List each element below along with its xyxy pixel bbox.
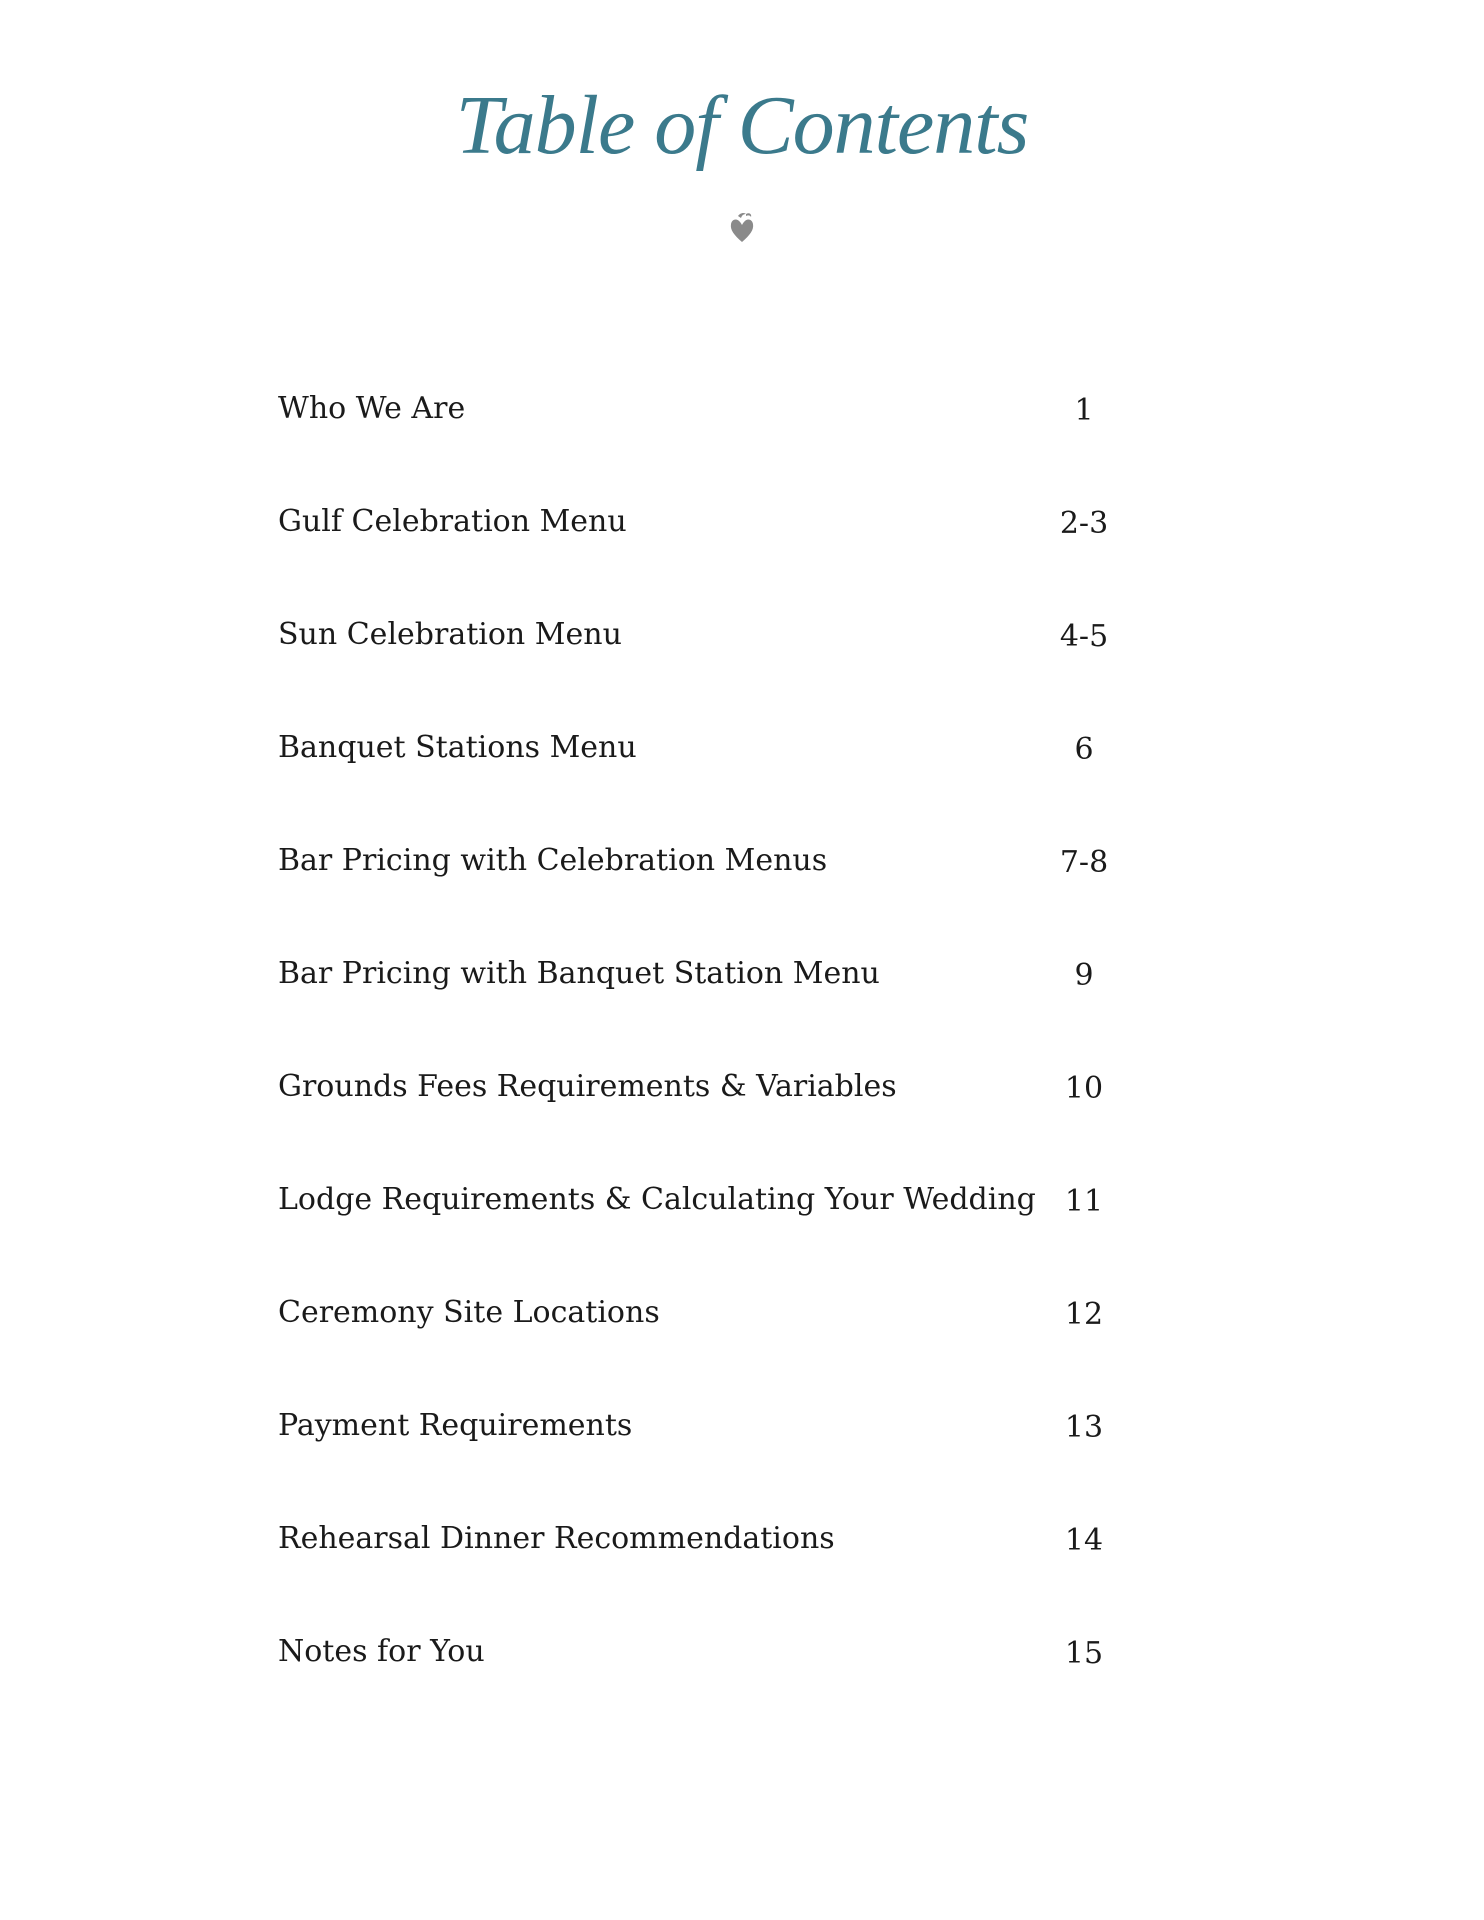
toc-entry[interactable] <box>0 1283 1484 1343</box>
toc-entry[interactable] <box>0 718 1484 778</box>
toc-entry[interactable] <box>0 1170 1484 1230</box>
toc-entry[interactable] <box>0 605 1484 665</box>
toc-entry-page: 10 <box>1064 1071 1104 1106</box>
toc-entry[interactable] <box>0 944 1484 1004</box>
toc-entry-page: 12 <box>1064 1297 1104 1332</box>
toc-entry[interactable] <box>0 831 1484 891</box>
toc-entry-label: Payment Requirements <box>278 1408 633 1443</box>
toc-entry-page: 6 <box>1074 732 1094 767</box>
toc-entry-label: Ceremony Site Locations <box>278 1295 660 1330</box>
toc-entry[interactable] <box>0 1057 1484 1117</box>
toc-entry-label: Bar Pricing with Celebration Menus <box>278 843 828 878</box>
toc-entry-page: 7-8 <box>1059 845 1109 880</box>
toc-entry-page: 1 <box>1074 393 1094 428</box>
toc-entry-label: Lodge Requirements & Calculating Your Wedding <box>278 1182 1036 1217</box>
toc-entry-page: 11 <box>1064 1184 1104 1219</box>
toc-entry-page: 15 <box>1064 1636 1104 1671</box>
toc-entry-label: Notes for You <box>278 1634 485 1669</box>
heart-fleuron-icon <box>724 208 760 248</box>
toc-entry[interactable] <box>0 492 1484 552</box>
page-title: Table of Contents <box>455 79 1029 172</box>
toc-entry-label: Gulf Celebration Menu <box>278 504 627 539</box>
toc-entry[interactable] <box>0 379 1484 439</box>
toc-entry-label: Grounds Fees Requirements & Variables <box>278 1069 897 1104</box>
toc-entry[interactable] <box>0 1396 1484 1456</box>
toc-entry-label: Banquet Stations Menu <box>278 730 637 765</box>
toc-entry-page: 14 <box>1064 1523 1104 1558</box>
toc-entry[interactable] <box>0 1622 1484 1682</box>
toc-entry-page: 4-5 <box>1059 619 1109 654</box>
toc-entry-page: 2-3 <box>1059 506 1109 541</box>
toc-entry-label: Who We Are <box>278 391 466 426</box>
toc-entry-label: Rehearsal Dinner Recommendations <box>278 1521 835 1556</box>
toc-entry-label: Sun Celebration Menu <box>278 617 622 652</box>
toc-entry-page: 9 <box>1074 958 1094 993</box>
toc-entry-label: Bar Pricing with Banquet Station Menu <box>278 956 880 991</box>
toc-entry[interactable] <box>0 1509 1484 1569</box>
toc-entry-page: 13 <box>1064 1410 1104 1445</box>
